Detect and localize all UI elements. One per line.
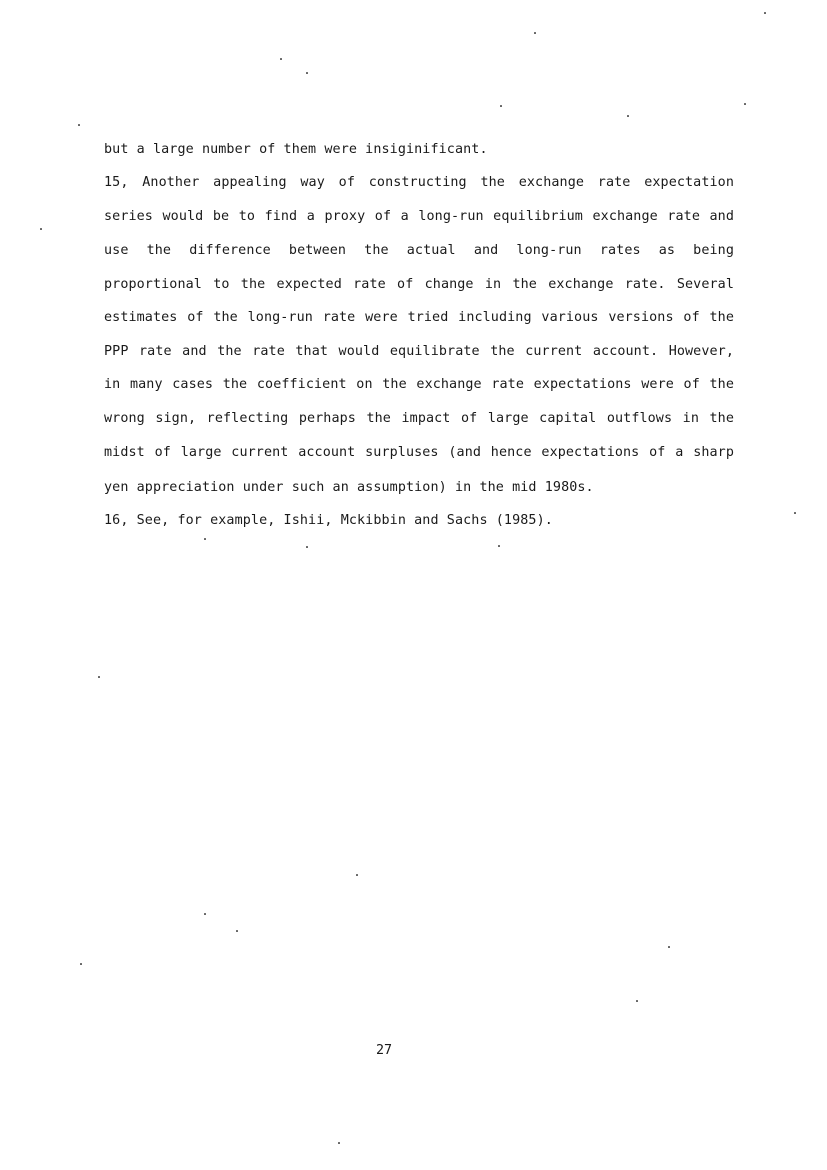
scan-speck <box>668 946 670 948</box>
scan-speck <box>80 963 82 965</box>
text-line-11: yen appreciation under such an assumption) in the mid 1980s. <box>104 480 594 495</box>
scan-speck <box>204 538 206 540</box>
scan-speck <box>627 115 629 117</box>
scan-speck <box>794 512 796 514</box>
scan-speck <box>204 913 206 915</box>
scan-speck <box>764 12 766 14</box>
text-line-12: 16, See, for example, Ishii, Mckibbin and Sachs (1985). <box>104 513 553 528</box>
scan-speck <box>98 676 100 678</box>
scan-speck <box>280 58 282 60</box>
scan-speck <box>744 103 746 105</box>
page-number: 27 <box>375 1043 393 1058</box>
text-line-5: proportional to the expected rate of change in the exchange rate. Several <box>104 277 734 292</box>
text-line-7: PPP rate and the rate that would equilibrate the current account. However, <box>104 344 734 359</box>
scan-speck <box>78 124 80 126</box>
text-line-9: wrong sign, reflecting perhaps the impact of large capital outflows in the <box>104 411 734 426</box>
scan-speck <box>498 545 500 547</box>
text-line-6: estimates of the long-run rate were tried including various versions of the <box>104 310 734 325</box>
text-line-4: use the difference between the actual and long-run rates as being <box>104 243 734 258</box>
scan-speck <box>40 228 42 230</box>
text-line-10: midst of large current account surpluses (and hence expectations of a sharp <box>104 445 734 460</box>
text-line-2: 15, Another appealing way of constructing the exchange rate expectation <box>104 175 734 190</box>
scan-speck <box>306 72 308 74</box>
text-line-3: series would be to find a proxy of a long-run equilibrium exchange rate and <box>104 209 734 224</box>
text-line-8: in many cases the coefficient on the exchange rate expectations were of the <box>104 377 734 392</box>
scan-speck <box>534 32 536 34</box>
scan-speck <box>236 930 238 932</box>
text-line-1: but a large number of them were insiginificant. <box>104 142 488 157</box>
scan-speck <box>636 1000 638 1002</box>
scan-speck <box>306 546 308 548</box>
scan-speck <box>356 874 358 876</box>
scan-speck <box>500 105 502 107</box>
scan-speck <box>338 1142 340 1144</box>
